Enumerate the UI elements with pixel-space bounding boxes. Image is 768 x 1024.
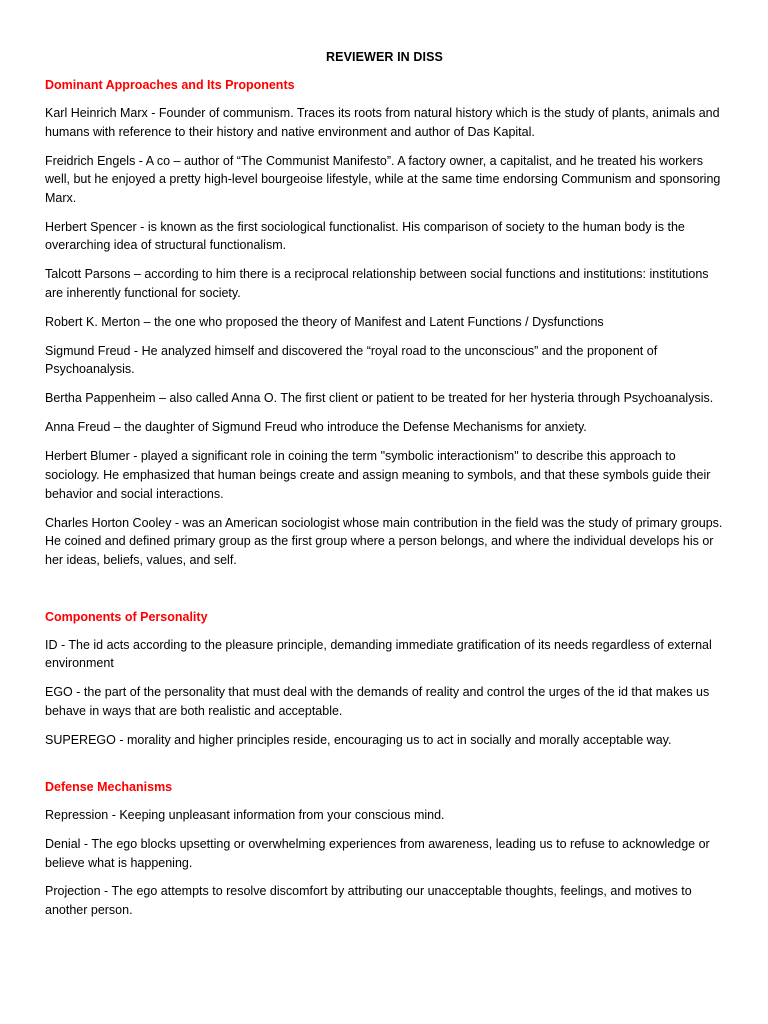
section-components-of-personality	[45, 608, 724, 750]
paragraph-pappenheim: Bertha Pappenheim – also called Anna O. The first client or patient to be treated for her hysteria through Psychoanalysis.	[45, 391, 714, 406]
section-dominant-approaches	[45, 76, 724, 569]
paragraph-repression: Repression - Keeping unpleasant information from your conscious mind.	[45, 807, 445, 822]
paragraph-parsons: Talcott Parsons – according to him there is a reciprocal relationship between social functions and institutions: institutions are inherently functional for society.	[45, 267, 709, 300]
paragraph-marx: Karl Heinrich Marx - Founder of communism. Traces its roots from natural history which is the study of plants, animals and humans with reference to their history and native environment and author of Das Kapital.	[45, 106, 720, 139]
paragraph-projection: Projection - The ego attempts to resolve discomfort by attributing our unacceptable thoughts, feelings, and motives to another person.	[45, 884, 692, 918]
paragraph-superego: SUPEREGO - morality and higher principles reside, encouraging us to act in socially and morally acceptable way.	[45, 732, 672, 747]
document-title: REVIEWER IN DISS	[326, 50, 443, 64]
section-heading: Components of Personality	[45, 609, 208, 624]
paragraph-cooley: Charles Horton Cooley - was an American sociologist whose main contribution in the field was the study of primary groups. He coined and defined primary group as the first group where a person belongs, and where the individual develops his or her ideas, beliefs, values, and self.	[45, 515, 723, 567]
section-heading: Dominant Approaches and Its Proponents	[45, 78, 295, 92]
paragraph-merton: Robert K. Merton – the one who proposed the theory of Manifest and Latent Functions / Dysfunctions	[45, 314, 604, 329]
paragraph-blumer: Herbert Blumer - played a significant role in coining the term "symbolic interactionism" to describe this approach to sociology. He emphasized that human beings create and assign meaning to symbols, and that these symbols guide their behavior and social interactions.	[45, 449, 711, 501]
section-spacer	[45, 580, 724, 608]
section-spacer	[45, 760, 724, 778]
paragraph-spencer: Herbert Spencer - is known as the first sociological functionalist. His comparison of society to the human body is the overarching idea of structural functionalism.	[45, 219, 685, 253]
paragraph-engels: Freidrich Engels - A co – author of “The Communist Manifesto”. A factory owner, a capitalist, and he treated his workers well, but he enjoyed a pretty high-level bourgeoise lifestyle, while at the same time endorsing Communism and sponsoring Marx.	[45, 153, 721, 205]
paragraph-anna-freud: Anna Freud – the daughter of Sigmund Freud who introduce the Defense Mechanisms for anxiety.	[45, 420, 587, 435]
paragraph-denial: Denial - The ego blocks upsetting or overwhelming experiences from awareness, leading us to refuse to acknowledge or believe what is happening.	[45, 836, 710, 870]
section-heading: Defense Mechanisms	[45, 779, 173, 794]
section-defense-mechanisms	[45, 778, 724, 920]
paragraph-freud: Sigmund Freud - He analyzed himself and discovered the “royal road to the unconscious” and the proponent of Psychoanalysis.	[45, 343, 658, 377]
paragraph-id: ID - The id acts according to the pleasure principle, demanding immediate gratification of its needs regardless of external environment	[45, 637, 712, 671]
paragraph-ego: EGO - the part of the personality that must deal with the demands of reality and control the urges of the id that makes us behave in ways that are both realistic and acceptable.	[45, 685, 710, 718]
